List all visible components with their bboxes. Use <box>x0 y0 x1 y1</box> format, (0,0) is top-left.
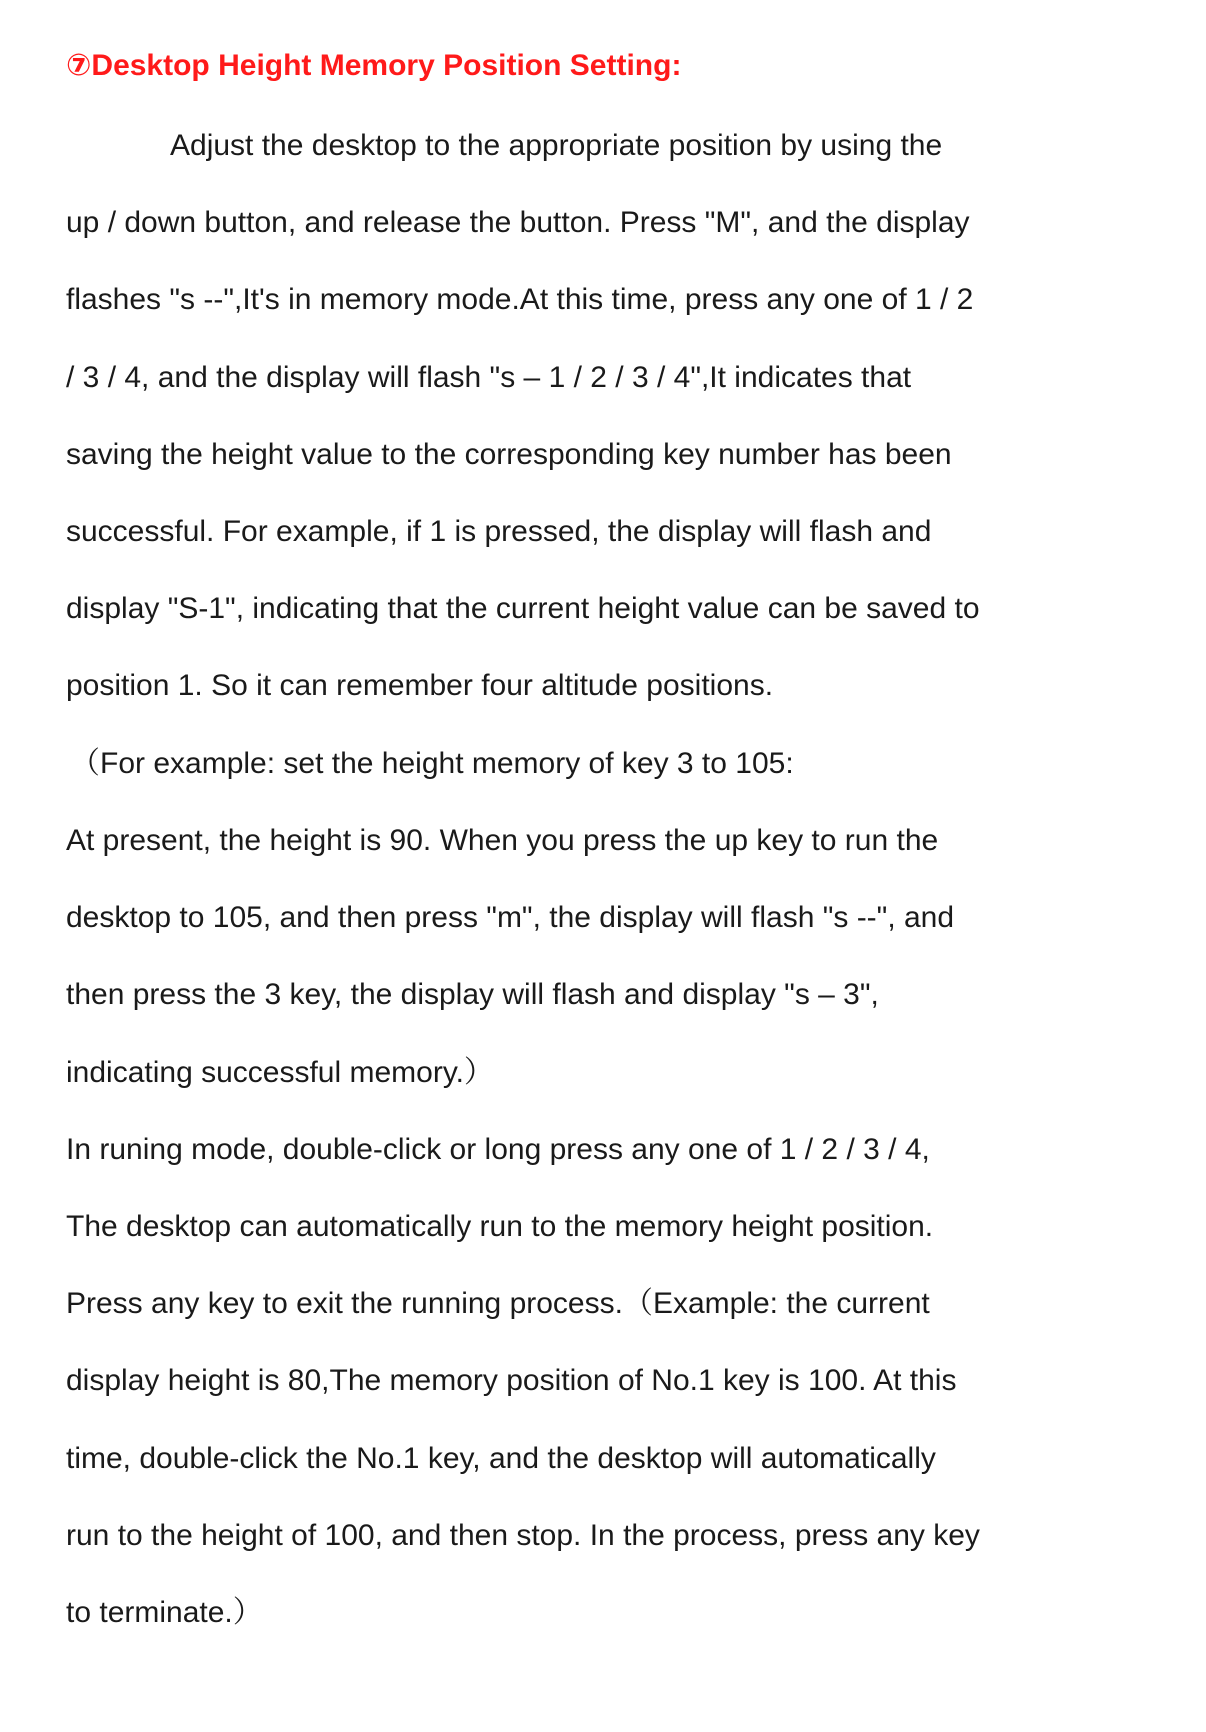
paragraph-line: Press any key to exit the running process.（Example: the current <box>66 1287 930 1320</box>
paragraph-line: desktop to 105, and then press "m", the display will flash "s --", and <box>66 901 955 934</box>
paragraph-line: At present, the height is 90. When you press the up key to run the <box>66 824 939 857</box>
paragraph-line: up / down button, and release the button. Press "M", and the display <box>66 206 970 239</box>
paragraph-line: time, double-click the No.1 key, and the desktop will automatically <box>66 1442 936 1475</box>
paragraph-line: run to the height of 100, and then stop. In the process, press any key <box>66 1519 980 1552</box>
paragraph-line: indicating successful memory.） <box>66 1056 494 1089</box>
paragraph-line: / 3 / 4, and the display will flash "s – 1 / 2 / 3 / 4",It indicates that <box>66 361 912 394</box>
paragraph-line: successful. For example, if 1 is pressed, the display will flash and <box>66 515 932 548</box>
paragraph-line: In runing mode, double-click or long press any one of 1 / 2 / 3 / 4, <box>66 1133 930 1166</box>
paragraph-line: then press the 3 key, the display will flash and display "s – 3", <box>66 978 879 1011</box>
paragraph-line: saving the height value to the corresponding key number has been <box>66 438 952 471</box>
paragraph-line: flashes "s --",It's in memory mode.At this time, press any one of 1 / 2 <box>66 283 974 316</box>
paragraph-line: to terminate.） <box>66 1596 263 1629</box>
paragraph-line: Adjust the desktop to the appropriate position by using the <box>170 129 943 162</box>
paragraph-line: （For example: set the height memory of key 3 to 105: <box>70 747 794 780</box>
paragraph-line: position 1. So it can remember four altitude positions. <box>66 669 774 702</box>
section-heading: ⑦Desktop Height Memory Position Setting: <box>66 49 682 82</box>
paragraph-line: The desktop can automatically run to the memory height position. <box>66 1210 934 1243</box>
paragraph-line: display height is 80,The memory position of No.1 key is 100. At this <box>66 1364 957 1397</box>
paragraph-line: display "S-1", indicating that the current height value can be saved to <box>66 592 980 625</box>
